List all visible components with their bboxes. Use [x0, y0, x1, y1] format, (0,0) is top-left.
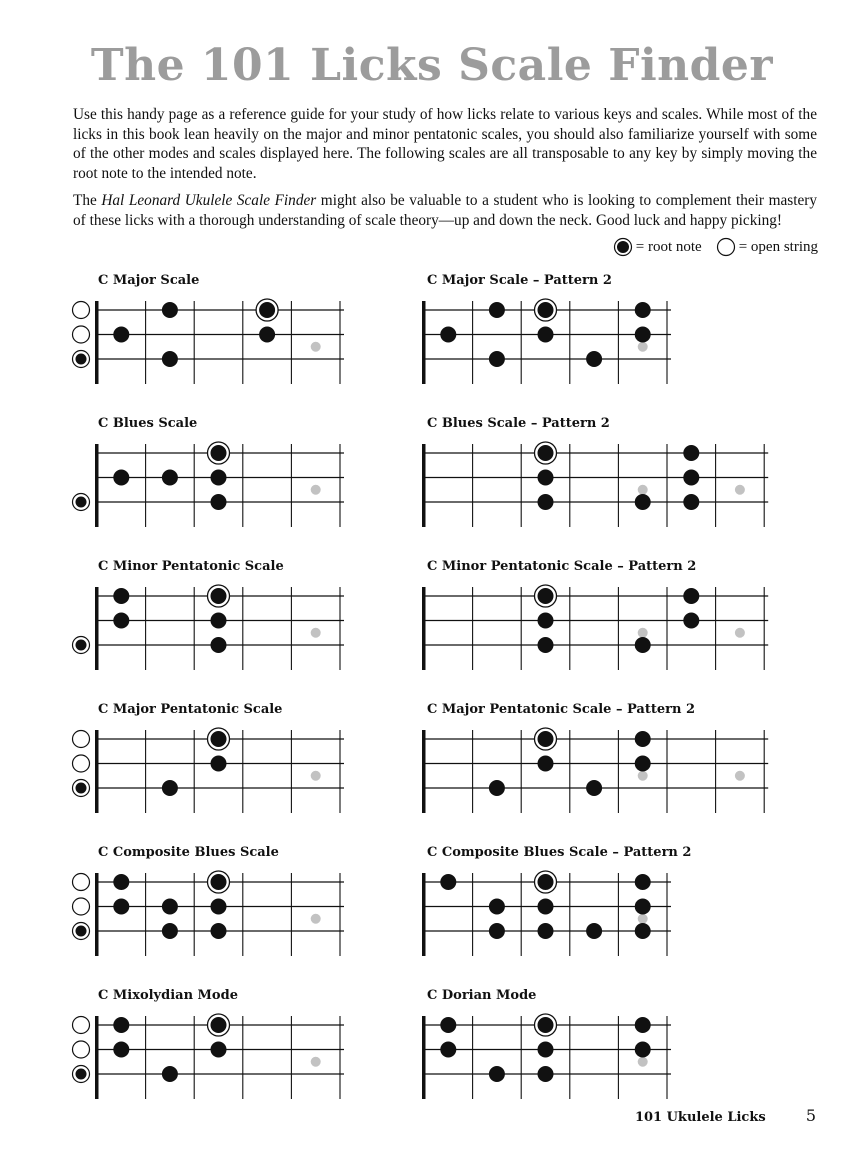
nut: [95, 730, 99, 813]
note-paragraph: [73, 191, 817, 230]
diagram-title: C Major Pentatonic Scale: [98, 702, 283, 717]
nut: [95, 301, 99, 384]
scale-note: [538, 1066, 554, 1082]
open-string-marker: [73, 1017, 90, 1034]
scale-note: [162, 780, 178, 796]
legend: [613, 237, 818, 257]
open-root-dot: [76, 783, 87, 794]
diagram-title: C Blues Scale – Pattern 2: [427, 416, 610, 431]
fret-marker: [638, 1057, 648, 1067]
scale-note: [586, 780, 602, 796]
scale-note: [683, 494, 699, 510]
scale-note: [635, 637, 651, 653]
scale-note: [211, 1042, 227, 1058]
open-string-marker: [73, 302, 90, 319]
scale-note: [440, 874, 456, 890]
root-note-dot: [211, 874, 227, 890]
note-before: The: [73, 192, 102, 209]
root-note-dot: [211, 588, 227, 604]
root-note-dot: [538, 874, 554, 890]
diagram-title: C Dorian Mode: [427, 988, 537, 1003]
nut: [422, 1016, 426, 1099]
nut: [422, 730, 426, 813]
scale-note: [162, 923, 178, 939]
nut: [95, 873, 99, 956]
scale-note: [162, 302, 178, 318]
scale-note: [635, 327, 651, 343]
fret-marker: [638, 628, 648, 638]
diagram-title: C Major Scale: [98, 273, 200, 288]
scale-note: [538, 327, 554, 343]
scale-note: [538, 923, 554, 939]
scale-note: [538, 470, 554, 486]
fret-marker: [311, 771, 321, 781]
scale-note: [586, 923, 602, 939]
scale-note: [113, 1017, 129, 1033]
nut: [422, 873, 426, 956]
scale-note: [635, 1017, 651, 1033]
fretboard-diagram: [67, 725, 397, 805]
fretboard-diagram: [67, 296, 397, 376]
open-root-dot: [76, 1069, 87, 1080]
scale-note: [162, 899, 178, 915]
root-note-dot: [211, 731, 227, 747]
scale-note: [211, 756, 227, 772]
root-note-dot: [538, 445, 554, 461]
scale-note: [538, 613, 554, 629]
scale-note: [113, 327, 129, 343]
scale-note: [440, 327, 456, 343]
open-root-dot: [76, 926, 87, 937]
open-string-marker: [73, 898, 90, 915]
nut: [422, 587, 426, 670]
scale-note: [683, 445, 699, 461]
scale-note: [211, 899, 227, 915]
book-title-reference: Hal Leonard Ukulele Scale Finder: [101, 192, 317, 209]
scale-note: [538, 899, 554, 915]
fret-marker: [638, 914, 648, 924]
scale-note: [635, 923, 651, 939]
diagram-title: C Composite Blues Scale – Pattern 2: [427, 845, 692, 860]
diagram-title: C Blues Scale: [98, 416, 198, 431]
page-number: 5: [805, 1106, 816, 1125]
root-note-dot: [538, 588, 554, 604]
scale-note: [113, 874, 129, 890]
scale-note: [538, 1042, 554, 1058]
scale-note: [440, 1042, 456, 1058]
scale-note: [489, 1066, 505, 1082]
scale-note: [489, 351, 505, 367]
open-string-marker: [73, 1041, 90, 1058]
scale-note: [683, 588, 699, 604]
fretboard-diagram: [394, 868, 724, 948]
fretboard-diagram: [394, 1011, 724, 1091]
scale-note: [635, 756, 651, 772]
scale-note: [538, 494, 554, 510]
open-string-icon: [716, 237, 736, 257]
scale-note: [211, 613, 227, 629]
scale-note: [489, 899, 505, 915]
scale-note: [683, 613, 699, 629]
scale-note: [113, 613, 129, 629]
diagram-title: C Minor Pentatonic Scale – Pattern 2: [427, 559, 697, 574]
scale-note: [635, 494, 651, 510]
scale-note: [538, 756, 554, 772]
nut: [95, 444, 99, 527]
diagram-title: C Major Scale – Pattern 2: [427, 273, 612, 288]
scale-note: [113, 588, 129, 604]
nut: [95, 587, 99, 670]
fret-marker: [311, 342, 321, 352]
legend-root-label: = root note: [635, 238, 702, 255]
fret-marker: [638, 342, 648, 352]
scale-note: [440, 1017, 456, 1033]
scale-note: [113, 470, 129, 486]
root-note-dot: [211, 1017, 227, 1033]
page-title: The 101 Licks Scale Finder: [90, 40, 774, 91]
fretboard-diagram: [394, 296, 724, 376]
open-string-marker: [73, 874, 90, 891]
scale-note: [162, 470, 178, 486]
scale-note: [489, 302, 505, 318]
scale-note: [489, 780, 505, 796]
open-string-marker: [73, 755, 90, 772]
diagram-title: C Major Pentatonic Scale – Pattern 2: [427, 702, 696, 717]
legend-open-label: = open string: [738, 238, 818, 255]
open-string-marker: [73, 731, 90, 748]
footer-book-title: 101 Ukulele Licks: [634, 1110, 766, 1125]
fretboard-diagram: [67, 1011, 397, 1091]
nut: [422, 444, 426, 527]
open-root-dot: [76, 497, 87, 508]
scale-note: [683, 470, 699, 486]
root-note-icon: [613, 237, 633, 257]
root-note-dot: [211, 445, 227, 461]
root-note-dot: [538, 1017, 554, 1033]
scale-note: [211, 470, 227, 486]
fret-marker: [311, 1057, 321, 1067]
scale-note: [635, 731, 651, 747]
diagram-title: C Composite Blues Scale: [98, 845, 279, 860]
fretboard-diagram: [67, 439, 397, 519]
scale-note: [635, 874, 651, 890]
nut: [422, 301, 426, 384]
scale-note: [211, 494, 227, 510]
intro-paragraph: Use this handy page as a reference guide for your study of how licks relate to various keys and scales. While most of the licks in this book lean heavily on the major and minor pentatonic scales, you should also familiarize yourself with some of the other modes and scales displayed here. The following scales are all transposable to any key by simply moving the root note to the intended note.: [73, 106, 817, 182]
scale-note: [489, 923, 505, 939]
fret-marker: [735, 628, 745, 638]
open-string-marker: [73, 326, 90, 343]
fret-marker: [735, 771, 745, 781]
scale-note: [635, 899, 651, 915]
fretboard-diagram: [67, 582, 397, 662]
fretboard-diagram: [394, 582, 724, 662]
fret-marker: [735, 485, 745, 495]
scale-note: [635, 1042, 651, 1058]
scale-note: [162, 351, 178, 367]
scale-note: [113, 899, 129, 915]
diagram-title: C Mixolydian Mode: [98, 988, 238, 1003]
root-note-dot: [538, 302, 554, 318]
scale-note: [635, 302, 651, 318]
scale-note: [586, 351, 602, 367]
fret-marker: [638, 485, 648, 495]
scale-note: [211, 923, 227, 939]
note-after: might also be valuable to a student who is looking to complement their mastery of these licks with a thorough understanding of scale theory—up and down the neck. Good luck and happy picking!: [73, 192, 817, 229]
root-note-dot: [538, 731, 554, 747]
fret-marker: [311, 628, 321, 638]
diagram-title: C Minor Pentatonic Scale: [98, 559, 284, 574]
root-note-dot: [259, 302, 275, 318]
open-root-dot: [76, 640, 87, 651]
fret-marker: [311, 485, 321, 495]
scale-note: [211, 637, 227, 653]
fretboard-diagram: [394, 725, 724, 805]
open-root-dot: [76, 354, 87, 365]
fretboard-diagram: [67, 868, 397, 948]
fret-marker: [311, 914, 321, 924]
fretboard-diagram: [394, 439, 724, 519]
page-footer: [635, 1106, 816, 1125]
scale-note: [259, 327, 275, 343]
scale-note: [162, 1066, 178, 1082]
fret-marker: [638, 771, 648, 781]
nut: [95, 1016, 99, 1099]
scale-note: [113, 1042, 129, 1058]
scale-note: [538, 637, 554, 653]
